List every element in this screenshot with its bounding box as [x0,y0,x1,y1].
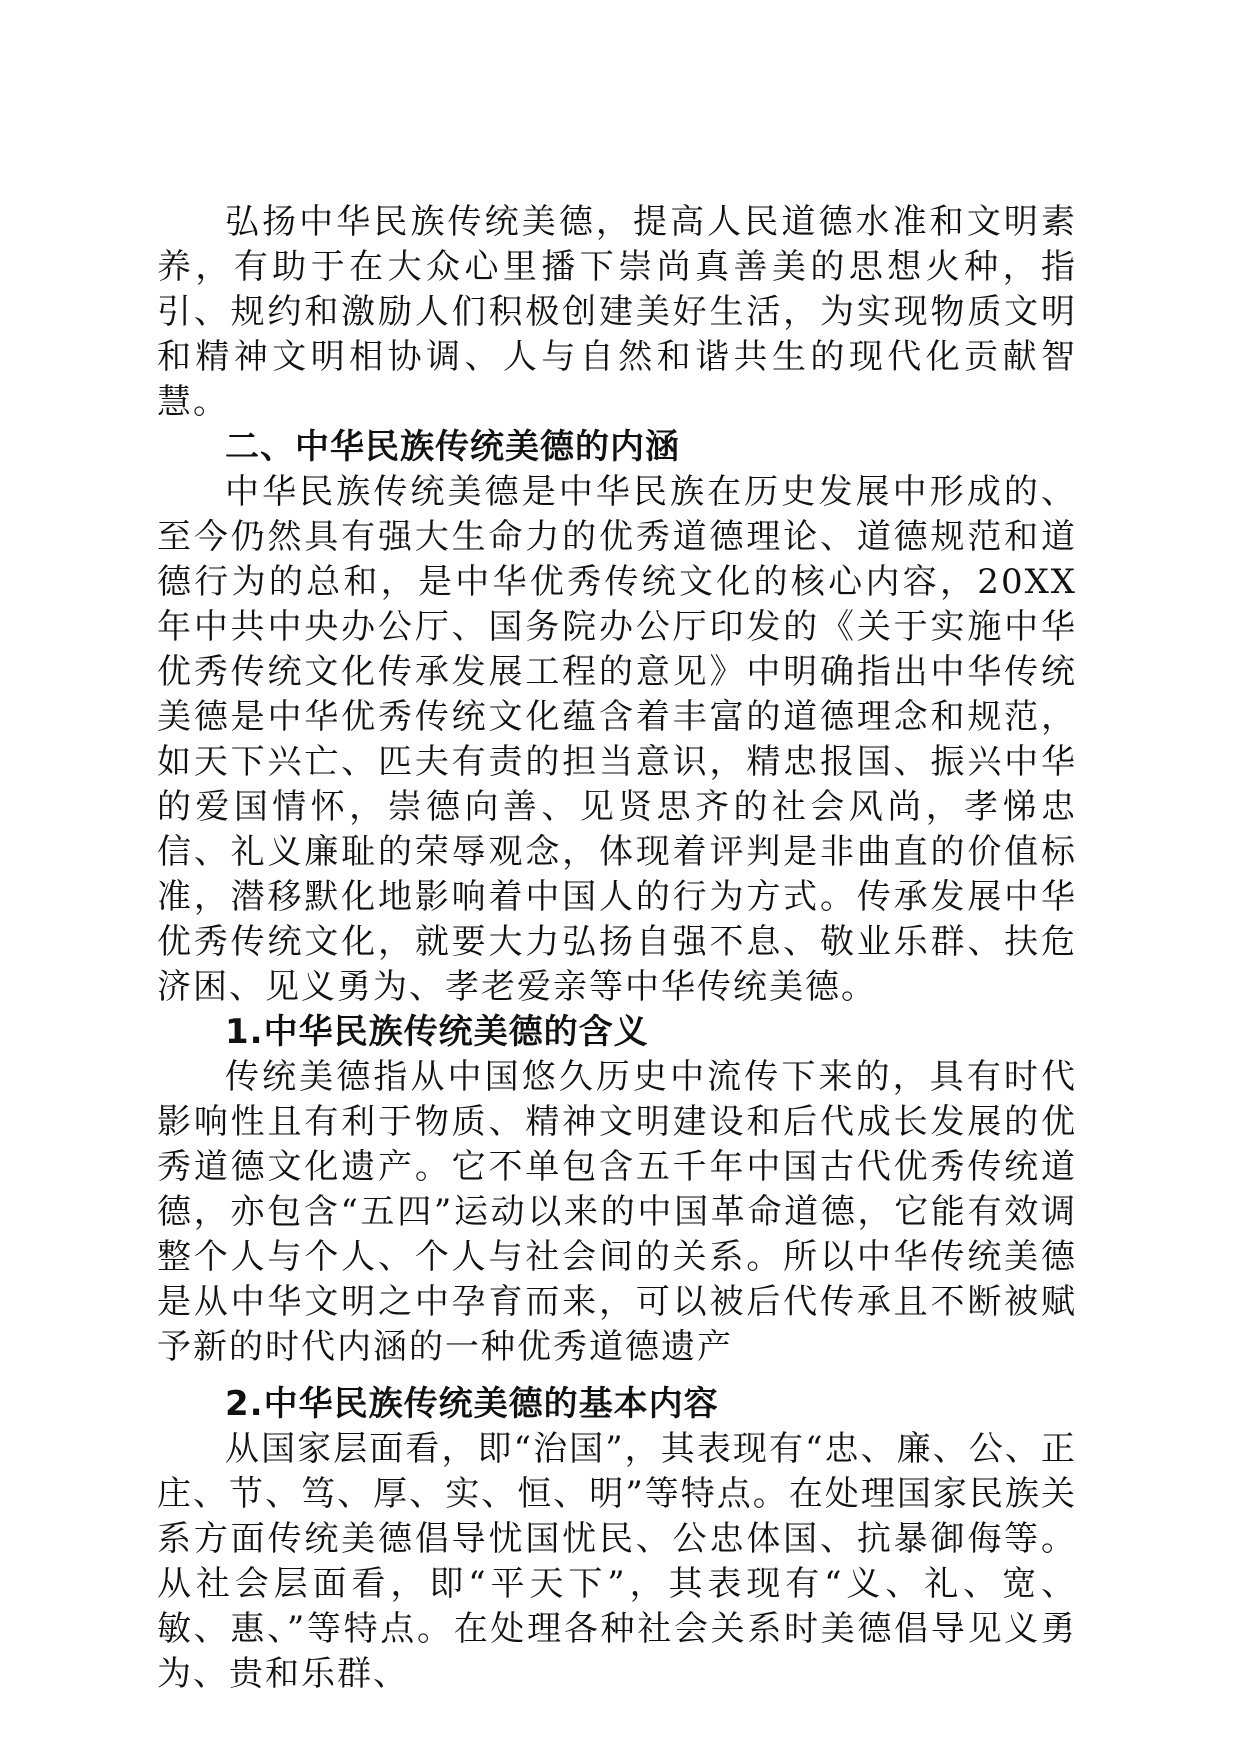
paragraph-spacer [157,1370,1077,1382]
paragraph-intro: 弘扬中华民族传统美德，提高人民道德水准和文明素养，有助于在大众心里播下崇尚真善美的思想火种，指引、规约和激励人们积极创建美好生活，为实现物质文明和精神文明相协调、人与自然和谐共生的现代化贡献智慧。 [157,202,1077,422]
subheading-basic-content: 2.中华民族传统美德的基本内容 [225,1384,719,1424]
paragraph-connotation: 中华民族传统美德是中华民族在历史发展中形成的、至今仍然具有强大生命力的优秀道德理论、道德规范和道德行为的总和，是中华优秀传统文化的核心内容，20XX 年中共中央办公厅、国务院办公厅印发的《关于实施中华优秀传统文化传承发展工程的意见》中明确指出中华传统美德是中华优秀传统文化蕴含着丰富的道德理念和规范，如天下兴亡、匹夫有责的担当意识，精忠报国、振兴中华的爱国情怀，崇德向善、见贤思齐的社会风尚，孝悌忠信、礼义廉耻的荣辱观念，体现着评判是非曲直的价值标准，潜移默化地影响着中国人的行为方式。传承发展中华优秀传统文化，就要大力弘扬自强不息、敬业乐群、扶危济困、见义勇为、孝老爱亲等中华传统美德。 [157,472,1077,1007]
section-heading-connotation: 二、中华民族传统美德的内涵 [225,427,680,467]
paragraph-basic-content: 从国家层面看，即“治国”，其表现有“忠、廉、公、正庄、节、笃、厚、实、恒、明”等特点。在处理国家民族关系方面传统美德倡导忧国忧民、公忠体国、抗暴御侮等。从社会层面看，即“平天下”，其表现有“义、礼、宽、敏、惠、”等特点。在处理各种社会关系时美德倡导见义勇为、贵和乐群、 [157,1429,1077,1694]
paragraph-meaning: 传统美德指从中国悠久历史中流传下来的，具有时代影响性且有利于物质、精神文明建设和后代成长发展的优秀道德文化遗产。它不单包含五千年中国古代优秀传统道德，亦包含“五四”运动以来的中国革命道德，它能有效调整个人与个人、个人与社会间的关系。所以中华传统美德是从中华文明之中孕育而来，可以被后代传承且不断被赋予新的时代内涵的一种优秀道德遗产 [157,1057,1077,1367]
document-body [157,200,1077,1697]
subheading-meaning: 1.中华民族传统美德的含义 [225,1012,649,1052]
